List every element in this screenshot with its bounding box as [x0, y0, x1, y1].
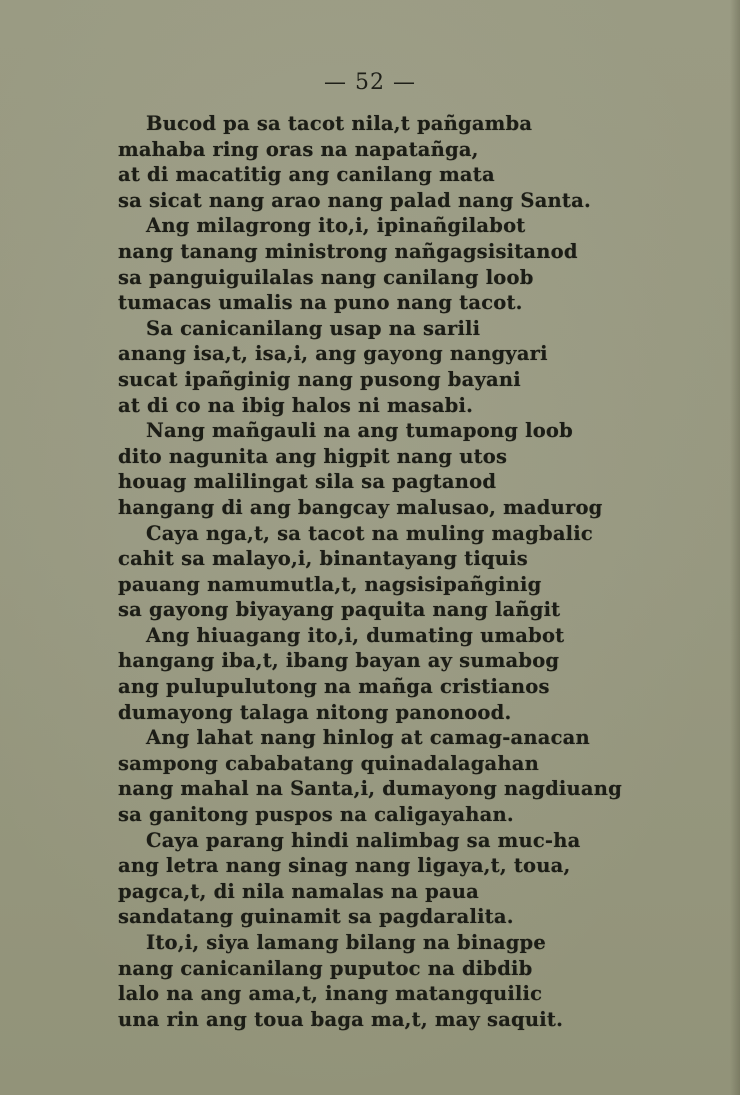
- poem-line: Ang hiuagang ito,i, dumating umabot: [146, 623, 565, 647]
- poem-line: sucat ipañginig nang pusong bayani: [118, 367, 521, 391]
- poem-line: at di co na ibig halos ni masabi.: [118, 393, 474, 417]
- page-edge-shadow: [730, 0, 740, 1095]
- poem-line: sa ganitong puspos na caligayahan.: [118, 803, 514, 827]
- poem-line: hangang iba,t, ibang bayan ay sumabog: [118, 649, 560, 673]
- poem-line: houag malilingat sila sa pagtanod: [118, 470, 497, 494]
- poem-line: pauang namumutla,t, nagsisipañginig: [118, 572, 542, 596]
- poem-line: anang isa,t, isa,i, ang gayong nangyari: [118, 342, 548, 366]
- poem-line: nang mahal na Santa,i, dumayong nagdiuang: [118, 777, 622, 801]
- poem-line: Caya parang hindi nalimbag sa muc-ha: [146, 828, 581, 852]
- poem-text: [118, 111, 658, 1032]
- poem-line: Ang lahat nang hinlog at camag-anacan: [146, 726, 590, 750]
- poem-line: dumayong talaga nitong panonood.: [118, 700, 512, 724]
- poem-line: Ito,i, siya lamang bilang na binagpe: [146, 931, 546, 954]
- poem-line: tumacas umalis na puno nang tacot.: [118, 291, 523, 315]
- page-number: — 52 —: [324, 70, 416, 95]
- poem-line: sa panguiguilalas nang canilang loob: [118, 265, 534, 289]
- poem-line: cahit sa malayo,i, binantayang tiquis: [118, 547, 528, 571]
- poem-line: mahaba ring oras na napatañga,: [118, 137, 479, 161]
- poem-line: hangang di ang bangcay malusao, madurog: [118, 495, 603, 519]
- poem-line: sa sicat nang arao nang palad nang Santa.: [118, 188, 591, 212]
- poem-line: lalo na ang ama,t, inang matangquilic: [118, 982, 543, 1006]
- poem-line: nang canicanilang puputoc na dibdib: [118, 956, 533, 980]
- poem-line: Caya nga,t, sa tacot na muling magbalic: [146, 521, 593, 545]
- poem-line: sandatang guinamit sa pagdaralita.: [118, 905, 514, 929]
- poem-line: sampong cababatang quinadalagahan: [118, 751, 539, 775]
- poem-line: nang tanang ministrong nañgagsisitanod: [118, 239, 578, 263]
- poem-line: dito nagunita ang higpit nang utos: [118, 444, 508, 468]
- poem-line: sa gayong biyayang paquita nang lañgit: [118, 598, 561, 622]
- poem-line: at di macatitig ang canilang mata: [118, 163, 495, 187]
- poem-line: Nang mañgauli na ang tumapong loob: [146, 419, 573, 443]
- poem-line: ang letra nang sinag nang ligaya,t, toua,: [118, 854, 571, 878]
- poem-line: una rin ang toua baga ma,t, may saquit.: [118, 1007, 564, 1031]
- poem-line: Bucod pa sa tacot nila,t pañgamba: [146, 112, 533, 135]
- poem-line: Ang milagrong ito,i, ipinañgilabot: [146, 214, 526, 238]
- poem-line: pagca,t, di nila namalas na paua: [118, 879, 480, 903]
- poem-line: Sa canicanilang usap na sarili: [146, 316, 481, 340]
- poem-line: ang pulupulutong na mañga cristianos: [118, 675, 550, 699]
